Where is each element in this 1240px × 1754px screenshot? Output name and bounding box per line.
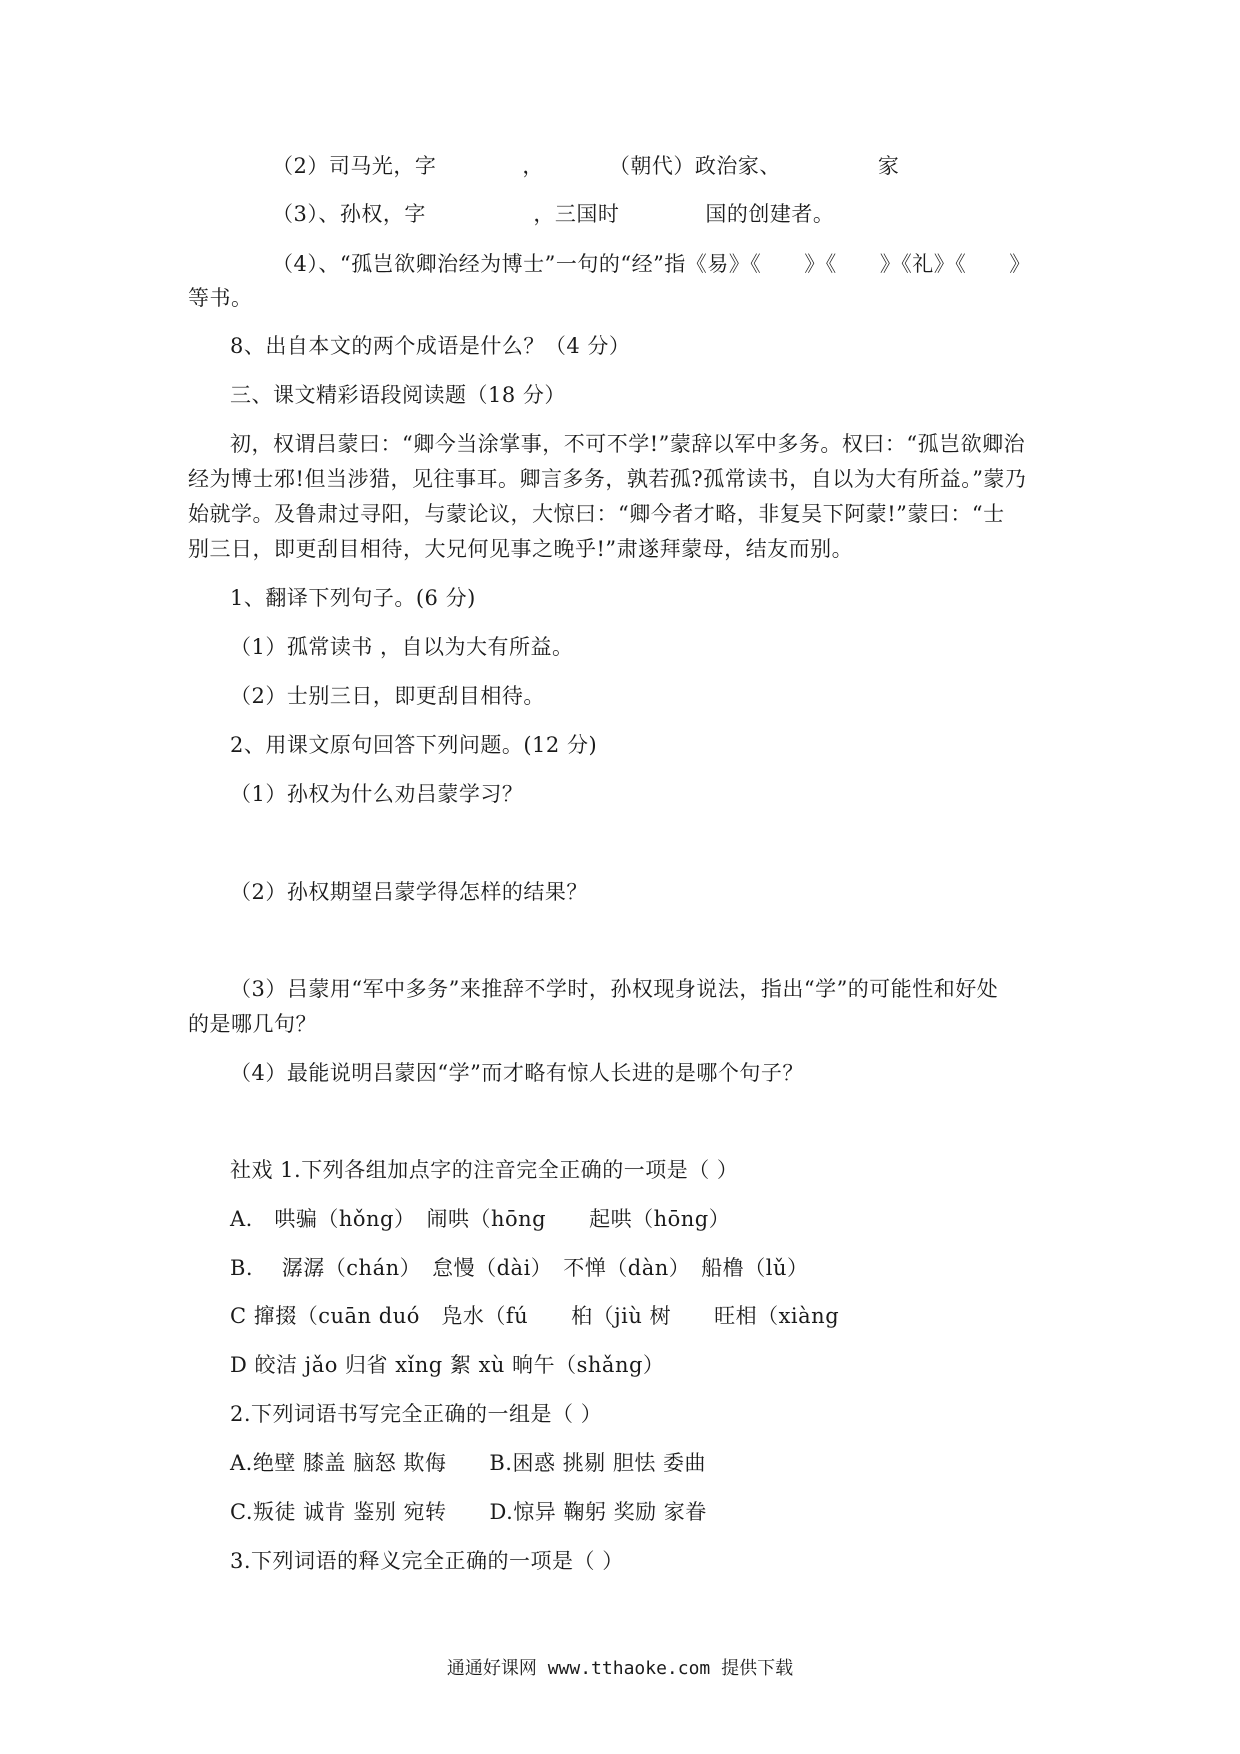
she-xi-option-d: D 皎洁 jǎo 归省 xǐng 絮 xù 晌午（shǎng） (230, 1353, 665, 1377)
download-footer: 通通好课网 www.tthaoke.com 提供下载 (446, 1658, 794, 1679)
she-xi-option-a: A. 哄骗（hǒng） 闹哄（hōng 起哄（hōng） (230, 1207, 731, 1231)
question-7-2: （2）司马光，字 ， （朝代）政治家、 家 (272, 154, 900, 178)
she-xi-question-3: 3.下列词语的释义完全正确的一项是（ ） (230, 1549, 624, 1573)
passage-line: 初，权谓吕蒙曰：“卿今当涂掌事，不可不学!”蒙辞以军中多务。权曰：“孤岂欲卿治 (230, 432, 1026, 456)
section-3-question-2-3-continued: 的是哪几句？ (188, 1012, 317, 1036)
she-xi-question-1: 社戏 1.下列各组加点字的注音完全正确的一项是（ ） (230, 1158, 739, 1182)
question-8: 8、出自本文的两个成语是什么？（4 分） (230, 334, 631, 358)
question-7-4-continued: 等书。 (188, 286, 253, 310)
section-3-question-2-1: （1）孙权为什么劝吕蒙学习？ (230, 782, 524, 806)
she-xi-question-2-options-ab: A.绝壁 膝盖 脑怒 欺侮 B.困惑 挑剔 胆怯 委曲 (230, 1451, 706, 1475)
section-3-question-2-3: （3）吕蒙用“军中多务”来推辞不学时，孙权现身说法，指出“学”的可能性和好处 (230, 977, 999, 1001)
section-3-heading: 三、课文精彩语段阅读题（18 分） (230, 383, 566, 407)
passage-line: 始就学。及鲁肃过寻阳，与蒙论议，大惊曰：“卿今者才略，非复吴下阿蒙!”蒙曰：“士 (188, 502, 1005, 526)
she-xi-question-2-options-cd: C.叛徒 诚肯 鉴别 宛转 D.惊异 鞠躬 奖励 家眷 (230, 1500, 707, 1524)
section-3-question-2: 2、用课文原句回答下列问题。(12 分) (230, 733, 598, 757)
she-xi-option-c: C 撺掇（cuān duó 凫水（fú 桕（jiù 树 旺相（xiàng (230, 1304, 840, 1328)
question-7-4: （4）、“孤岂欲卿治经为博士”一句的“经”指《易》《 》《 》《礼》《 》 (272, 252, 1031, 276)
section-3-question-2-4: （4）最能说明吕蒙因“学”而才略有惊人长进的是哪个句子？ (230, 1061, 804, 1085)
passage-line: 别三日，即更刮目相待，大兄何见事之晚乎!”肃遂拜蒙母，结友而别。 (188, 537, 854, 561)
section-3-question-1: 1、翻译下列句子。(6 分) (230, 586, 476, 610)
section-3-question-2-2: （2）孙权期望吕蒙学得怎样的结果？ (230, 880, 588, 904)
section-3-question-1-2: （2）士别三日，即更刮目相待。 (230, 684, 545, 708)
passage-line: 经为博士邪!但当涉猎，见往事耳。卿言多务，孰若孤?孤常读书，自以为大有所益。”蒙乃 (188, 467, 1027, 491)
she-xi-option-b: B. 潺潺（chán） 怠慢（dài） 不惮（dàn） 船橹（lǔ） (230, 1256, 809, 1280)
section-3-question-1-1: （1）孤常读书 ，自以为大有所益。 (230, 635, 574, 659)
question-7-3: （3）、孙权，字 ，三国时 国的创建者。 (272, 202, 835, 226)
she-xi-question-2: 2.下列词语书写完全正确的一组是（ ） (230, 1402, 603, 1426)
